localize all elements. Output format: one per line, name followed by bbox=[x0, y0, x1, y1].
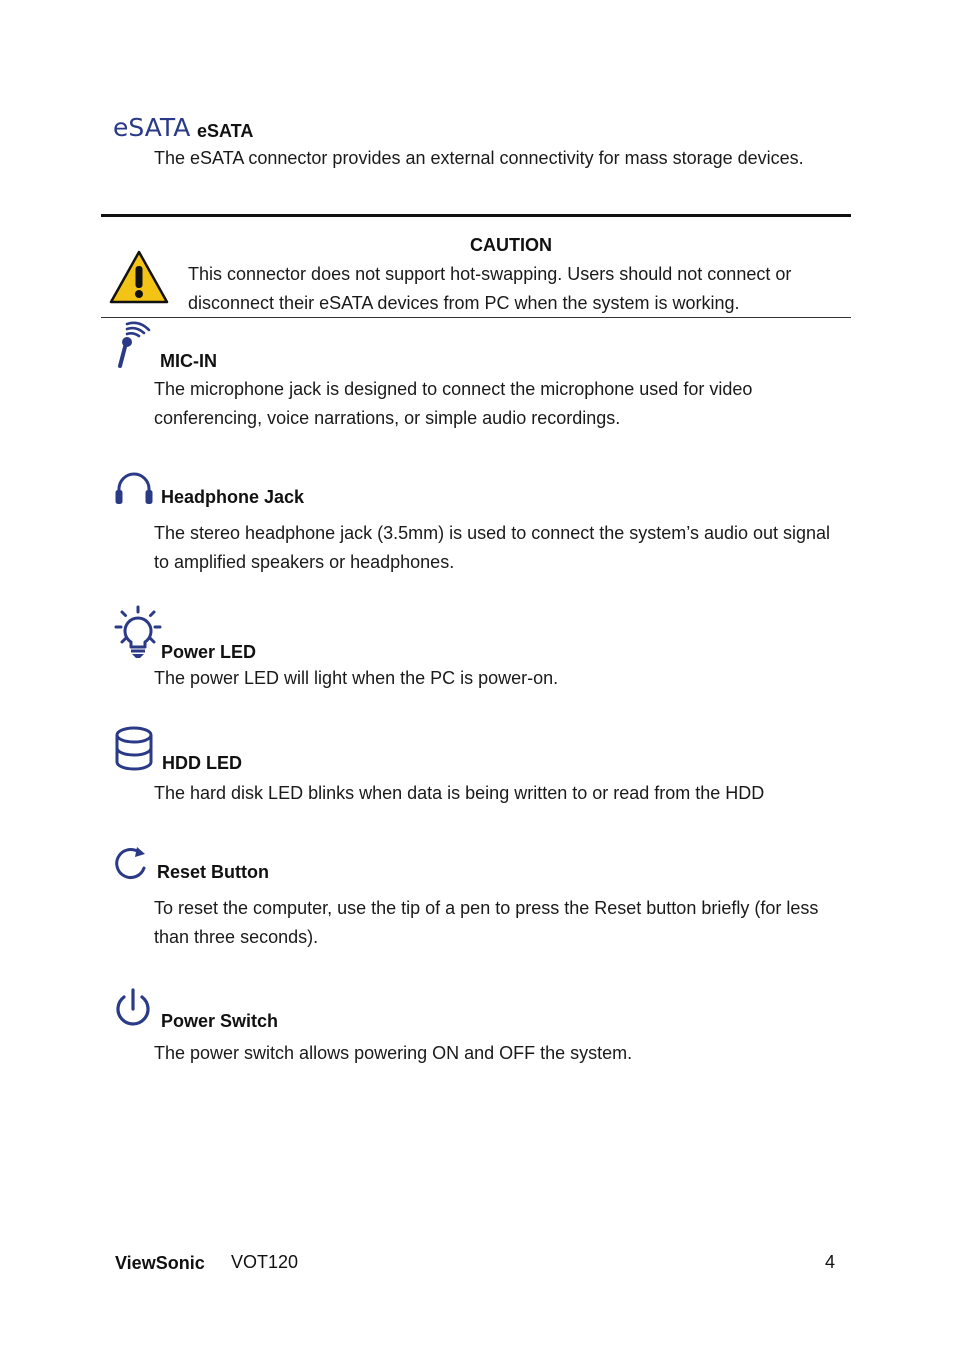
reset-button-title: Reset Button bbox=[157, 862, 269, 882]
headphone-description: The stereo headphone jack (3.5mm) is used to connect the system’s audio out signal to amplified speakers or headphones. bbox=[154, 523, 831, 572]
caution-bottom-rule bbox=[101, 317, 851, 318]
power-icon bbox=[113, 987, 153, 1031]
mic-in-description: The microphone jack is designed to connect the microphone used for video conferencing, voice narrations, or simple audio recordings. bbox=[154, 379, 753, 428]
hard-disk-icon bbox=[113, 725, 155, 773]
power-switch-title: Power Switch bbox=[161, 1011, 279, 1031]
light-bulb-icon bbox=[113, 605, 163, 661]
warning-triangle-icon bbox=[108, 249, 170, 305]
reset-button-description: To reset the computer, use the tip of a pen to press the Reset button briefly (for less than three seconds). bbox=[154, 898, 819, 947]
hdd-led-title: HDD LED bbox=[162, 753, 242, 773]
esata-title: eSATA bbox=[197, 121, 254, 141]
esata-description: The eSATA connector provides an external connectivity for mass storage devices. bbox=[154, 148, 804, 168]
hdd-led-description: The hard disk LED blinks when data is being written to or read from the HDD bbox=[154, 783, 765, 803]
power-led-title: Power LED bbox=[161, 642, 257, 662]
caution-title: CAUTION bbox=[470, 235, 552, 255]
power-switch-description: The power switch allows powering ON and OFF the system. bbox=[154, 1043, 633, 1063]
headphone-title: Headphone Jack bbox=[161, 487, 305, 507]
esata-logo-icon: eSATA bbox=[113, 113, 191, 142]
caution-description: This connector does not support hot-swapping. Users should not connect or disconnect their eSATA devices from PC when the system is working. bbox=[188, 264, 792, 313]
mic-in-title: MIC-IN bbox=[160, 351, 217, 371]
footer-model: VOT120 bbox=[231, 1252, 299, 1272]
reset-arrow-icon bbox=[113, 846, 149, 882]
caution-top-rule bbox=[101, 214, 851, 217]
footer-brand: ViewSonic bbox=[115, 1253, 205, 1273]
headphone-icon bbox=[114, 471, 154, 507]
page-number: 4 bbox=[825, 1252, 836, 1272]
power-led-description: The power LED will light when the PC is power-on. bbox=[154, 668, 559, 688]
microphone-icon bbox=[113, 320, 153, 370]
